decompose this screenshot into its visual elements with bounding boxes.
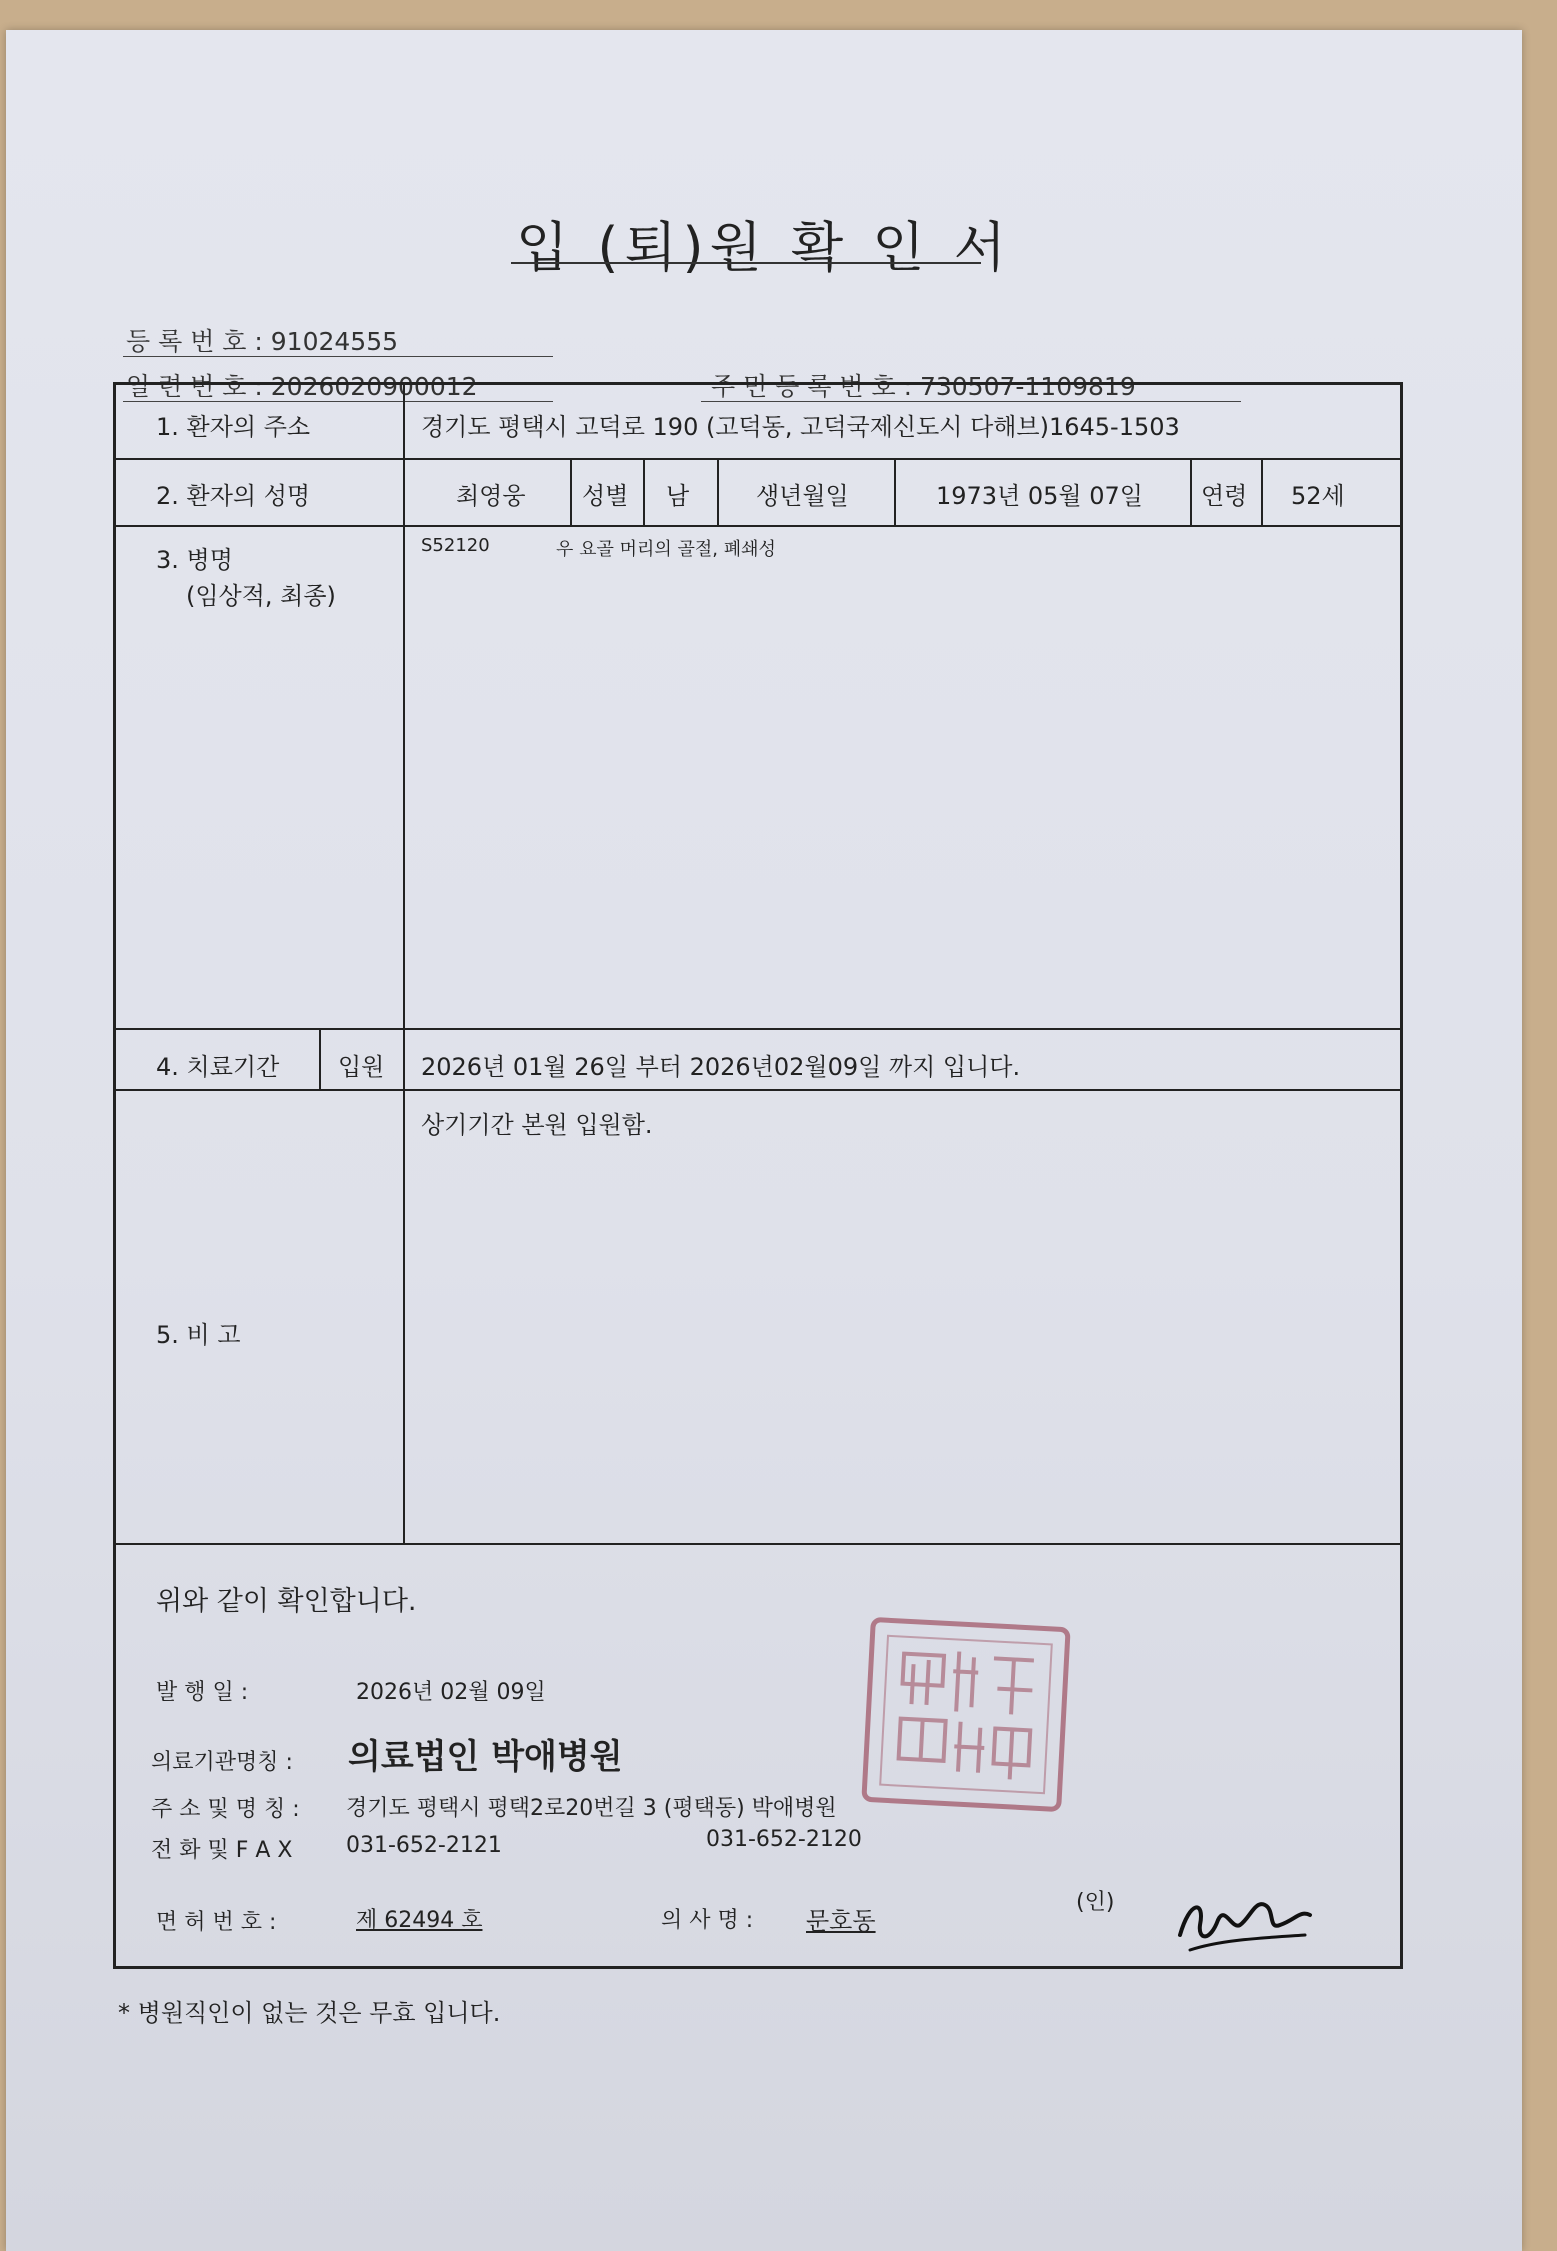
- column-divider: [403, 385, 405, 1543]
- doctor-label: 의 사 명 :: [661, 1908, 754, 1933]
- column-divider: [570, 458, 572, 525]
- resident-number: 주 민 등 록 번 호 : 730507-1109819: [711, 372, 1136, 401]
- age-value: 52세: [1291, 482, 1345, 510]
- column-divider: [1261, 458, 1263, 525]
- row-divider: [116, 525, 1403, 527]
- doctor-name: 문호동: [806, 1907, 876, 1935]
- dob-value: 1973년 05월 07일: [936, 482, 1143, 510]
- footnote: * 병원직인이 없는 것은 무효 입니다.: [118, 1999, 501, 2027]
- address-name-label: 주 소 및 명 칭 :: [151, 1797, 300, 1822]
- issue-date-label: 발 행 일 :: [156, 1680, 249, 1705]
- disease-sublabel: (임상적, 최종): [186, 582, 336, 610]
- seal-glyphs: [867, 1622, 1066, 1807]
- title-underline: [511, 262, 981, 264]
- fax-number: 031-652-2120: [706, 1827, 862, 1852]
- column-divider: [894, 458, 896, 525]
- license-label: 면 허 번 호 :: [156, 1910, 277, 1935]
- disease-code: S52120: [421, 535, 490, 556]
- column-divider: [717, 458, 719, 525]
- hospital-seal: [861, 1617, 1070, 1812]
- license-number: 제 62494 호: [356, 1908, 483, 1933]
- age-label: 연령: [1201, 482, 1248, 510]
- column-divider: [643, 458, 645, 525]
- period-value: 2026년 01월 26일 부터 2026년02월09일 까지 입니다.: [421, 1053, 1021, 1081]
- document-title: 입 (퇴)원 확 인 서: [516, 216, 1012, 279]
- dob-label: 생년월일: [756, 482, 849, 510]
- column-divider: [1190, 458, 1192, 525]
- remarks-value: 상기기간 본원 입원함.: [421, 1111, 653, 1139]
- name-value: 최영웅: [456, 482, 526, 510]
- sex-label: 성별: [582, 482, 629, 510]
- phone-number: 031-652-2121: [346, 1833, 502, 1858]
- remarks-label: 5. 비 고: [156, 1321, 241, 1349]
- institution-label: 의료기관명칭 :: [151, 1750, 293, 1775]
- confirmation-statement: 위와 같이 확인합니다.: [156, 1586, 417, 1617]
- serial-number: 일 련 번 호 : 2026020900012: [126, 372, 478, 401]
- disease-label: 3. 병명: [156, 546, 233, 574]
- registration-number: 등 록 번 호 : 91024555: [126, 327, 399, 356]
- row-divider: [116, 1028, 1403, 1030]
- period-label: 4. 치료기간: [156, 1053, 280, 1081]
- column-divider: [319, 1028, 321, 1089]
- row-divider: [116, 458, 1403, 460]
- address-label: 1. 환자의 주소: [156, 413, 311, 441]
- row-divider: [116, 1089, 1403, 1091]
- phone-fax-label: 전 화 및 F A X: [151, 1838, 293, 1863]
- form-table: [113, 382, 1403, 1969]
- institution-name: 의료법인 박애병원: [348, 1737, 623, 1777]
- registration-underline: [123, 356, 553, 357]
- disease-name: 우 요골 머리의 골절, 폐쇄성: [556, 539, 776, 560]
- hospital-address: 경기도 평택시 평택2로20번길 3 (평택동) 박애병원: [346, 1796, 837, 1821]
- issue-date-value: 2026년 02월 09일: [356, 1680, 546, 1705]
- row-divider: [116, 1543, 1403, 1545]
- sex-value: 남: [666, 482, 690, 510]
- address-value: 경기도 평택시 고덕로 190 (고덕동, 고덕국제신도시 다해브)1645-1503: [421, 413, 1180, 441]
- seal-mark: (인): [1076, 1890, 1115, 1915]
- doctor-signature: [1170, 1880, 1320, 1960]
- period-type: 입원: [338, 1053, 385, 1081]
- name-label: 2. 환자의 성명: [156, 482, 311, 510]
